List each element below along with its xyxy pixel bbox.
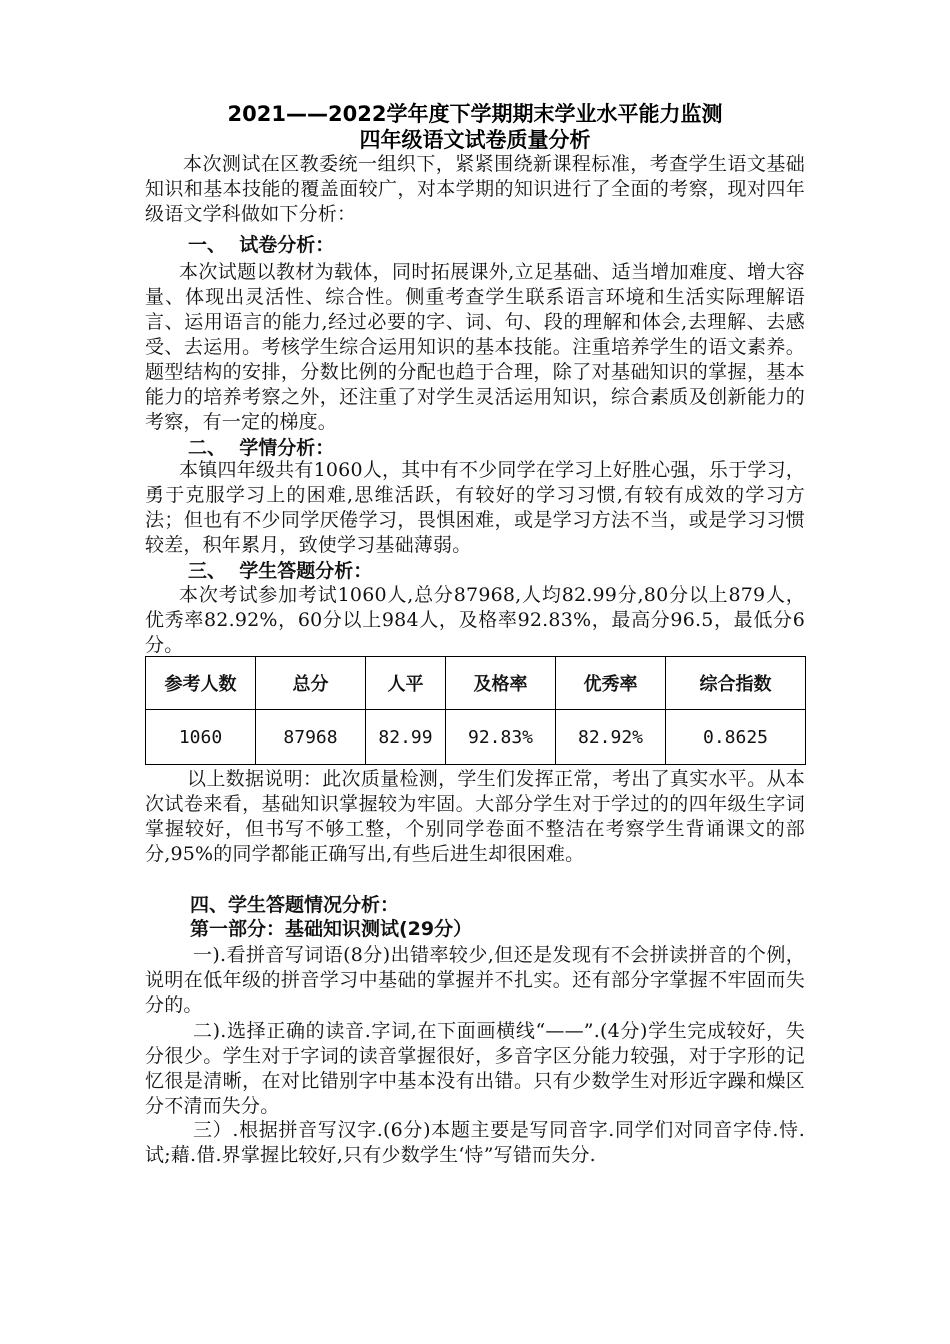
item-pinyin-words-paragraph: 一).看拼音写词语(8分)出错率较少,但还是发现有不会拼读拼音的个例，说明在低年级的拼音学习中基础的掌握并不扎实。还有部分字掌握不牢固而失分的。 [145, 944, 805, 1016]
table-cell: 82.92% [556, 710, 666, 765]
table-cell: 0.8625 [666, 710, 806, 765]
document-title: 2021——2022学年度下学期期末学业水平能力监测 [227, 102, 723, 126]
section-heading-answer-situation: 四、学生答题情况分析： [190, 894, 400, 916]
table-header-cell: 总分 [256, 657, 366, 710]
paper-analysis-paragraph: 本次试题以教材为载体，同时拓展课外,立足基础、适当增加难度、增大容量、体现出灵活性、综合性。侧重考查学生联系语言环境和生活实际理解语言、运用语言的能力,经过必要的字、词、句、段的理解和体会,去理解、去感受、去运用。考核学生综合运用知识的基本技能。注重培养学生的语文素养。题型结构的安排，分数比例的分配也趋于合理，除了对基础知识的掌握，基本能力的培养考察之外，还注重了对学生灵活运用知识，综合素质及创新能力的考察，有一定的梯度。 [145, 261, 805, 433]
table-cell: 92.83% [446, 710, 556, 765]
item-pronunciation-paragraph: 二).选择正确的读音.字词,在下面画横线“——”.(4分)学生完成较好，失分很少。学生对于字词的读音掌握很好，多音字区分能力较强，对于字形的记忆很是清晰，在对比错别字中基本没有出错。只有少数学生对形近字躁和燥区分不清而失分。 [145, 1020, 805, 1117]
table-row [146, 710, 806, 765]
part-heading-basic-knowledge: 第一部分：基础知识测试(29分） [190, 918, 473, 940]
score-statistics-table [145, 656, 806, 765]
table-cell: 82.99 [366, 710, 446, 765]
table-header-cell: 参考人数 [146, 657, 256, 710]
table-header-cell: 及格率 [446, 657, 556, 710]
table-header-cell: 综合指数 [666, 657, 806, 710]
table-header-cell: 人平 [366, 657, 446, 710]
intro-paragraph: 本次测试在区教委统一组织下，紧紧围绕新课程标准，考查学生语文基础知识和基本技能的覆盖面较广，对本学期的知识进行了全面的考察，现对四年级语文学科做如下分析： [145, 153, 805, 225]
item-homophone-paragraph: 三）.根据拼音写汉字.(6分)本题主要是写同音字.同学们对同音字侍.恃.试;藉.借.界掌握比较好,只有少数学生‘恃”写错而失分. [145, 1119, 805, 1166]
table-cell: 87968 [256, 710, 366, 765]
section-heading-paper-analysis: 一、 试卷分析： [188, 234, 335, 256]
table-cell: 1060 [146, 710, 256, 765]
student-situation-paragraph: 本镇四年级共有1060人，其中有不少同学在学习上好胜心强，乐于学习，勇于克服学习上的困难,思维活跃，有较好的学习习惯,有较有成效的学习方法；但也有不少同学厌倦学习，畏惧困难，或是学习方法不当，或是学习习惯较差，积年累月，致使学习基础薄弱。 [145, 459, 805, 556]
section-heading-student-situation: 二、 学情分析： [188, 437, 335, 459]
section-heading-answer-analysis: 三、 学生答题分析： [188, 560, 373, 582]
table-header-cell: 优秀率 [556, 657, 666, 710]
table-header-row [146, 657, 806, 710]
data-explanation-paragraph: 以上数据说明：此次质量检测，学生们发挥正常，考出了真实水平。从本次试卷来看，基础知识掌握较为牢固。大部分学生对于学过的的四年级生字词掌握较好，但书写不够工整，个别同学卷面不整洁在考察学生背诵课文的部分,95%的同学都能正确写出,有些后进生却很困难。 [145, 768, 805, 865]
document-subtitle: 四年级语文试卷质量分析 [359, 128, 591, 152]
answer-analysis-paragraph: 本次考试参加考试1060人,总分87968,人均82.99分,80分以上879人，优秀率82.92%，60分以上984人，及格率92.83%，最高分96.5，最低分6分。 [145, 584, 805, 656]
